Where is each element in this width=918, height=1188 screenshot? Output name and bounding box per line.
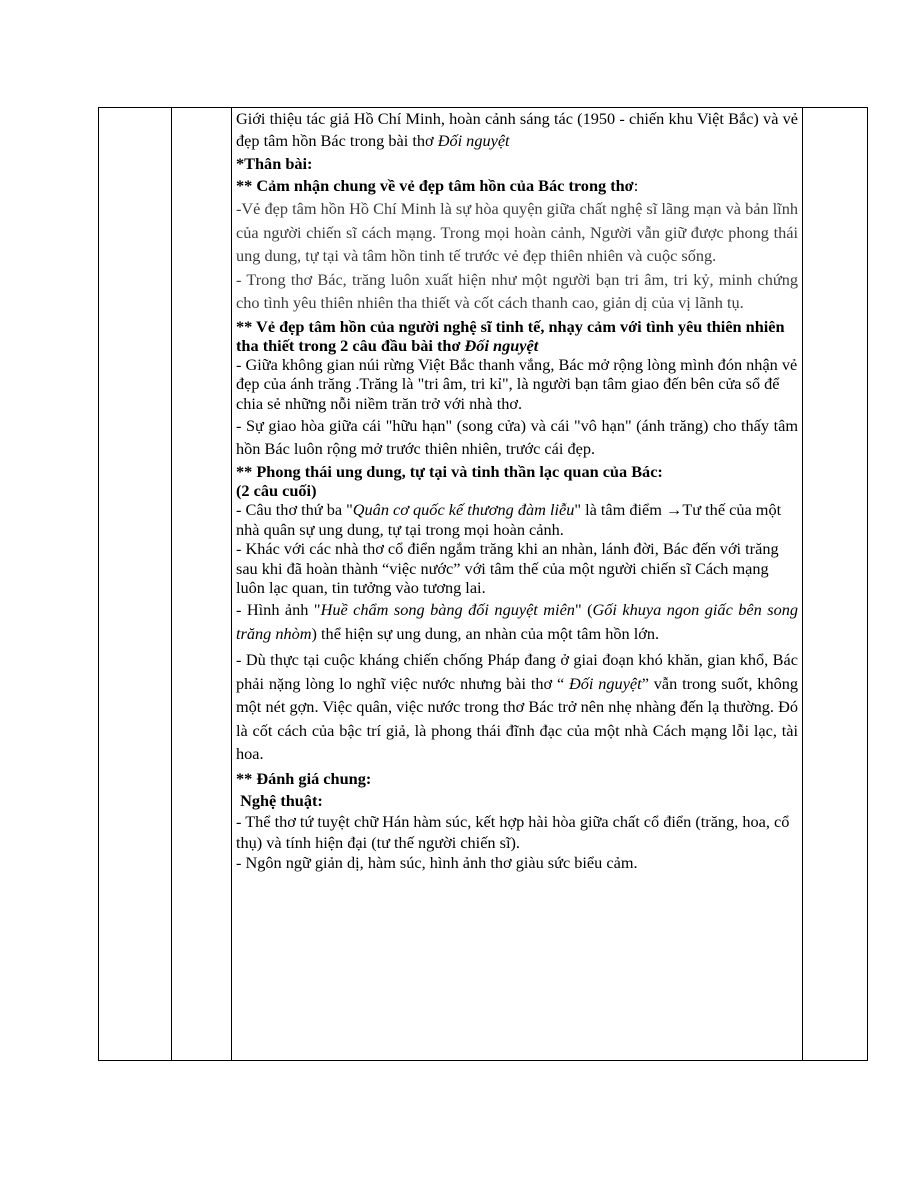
- column-divider-1: [171, 108, 172, 1060]
- section3-paragraph-4: - Dù thực tại cuộc kháng chiến chống Pháp đang ở giai đoạn khó khăn, gian khổ, Bác phải nặng lòng lo nghĩ việc nước nhưng bài thơ “ Đối nguyệt” vẫn trong suốt, không một nét gợn. Việc quân, việc nước trong thơ Bác trở nên nhẹ nhàng đến lạ thường. Đó là cốt cách của bậc trí giả, là phong thái đĩnh đạc của một nhà Cách mạng lỗi lạc, tài hoa.: [236, 650, 799, 764]
- section3-paragraph-2: - Khác với các nhà thơ cổ điển ngắm trăng khi an nhàn, lánh đời, Bác đến với trăng sau khi đã hoàn thành “việc nước” với tâm thế của một người chiến sĩ Cách mạng luôn lạc quan, tin tưởng vào tương lai.: [236, 539, 779, 598]
- arrow-icon: →: [666, 500, 683, 520]
- section4-heading: ** Đánh giá chung:: [236, 768, 372, 788]
- section3-paragraph-1: - Câu thơ thứ ba "Quân cơ quốc kế thương đàm liễu" là tâm điểm →Tư thế của một nhà quân sự ung dung, tự tại trong mọi hoàn cảnh.: [236, 500, 782, 539]
- section3-heading: ** Phong thái ung dung, tự tại và tinh thần lạc quan của Bác: (2 câu cuối): [236, 462, 663, 501]
- section1-paragraph-1: -Vẻ đẹp tâm hồn Hồ Chí Minh là sự hòa quyện giữa chất nghệ sĩ lãng mạn và bản lĩnh của người chiến sĩ cách mạng. Trong mọi hoàn cảnh, Người vẫn giữ được phong thái ung dung, tự tại và tâm hồn tinh tế trước vẻ đẹp thiên nhiên và cuộc sống.: [236, 199, 798, 266]
- section1-paragraph-2: - Trong thơ Bác, trăng luôn xuất hiện như một người bạn tri âm, tri kỷ, minh chứng cho tình yêu thiên nhiên tha thiết và cốt cách thanh cao, giản dị của vị lãnh tụ.: [236, 269, 798, 313]
- section4-subheading: Nghệ thuật:: [236, 790, 323, 810]
- than-bai-heading: *Thân bài:: [236, 153, 313, 173]
- column-divider-2: [231, 108, 232, 1060]
- section3-paragraph-3: - Hình ảnh "Huề chẩm song bàng đối nguyệt miên" (Gối khuya ngon giấc bên song trăng nhòm) thể hiện sự ung dung, an nhàn của một tâm hồn lớn.: [236, 600, 799, 643]
- section2-paragraph-2: - Sự giao hòa giữa cái "hữu hạn" (song cửa) và cái "vô hạn" (ánh trăng) cho thấy tâm hồn Bác luôn rộng mở trước thiên nhiên, trước cái đẹp.: [236, 416, 798, 458]
- section2-paragraph-1: - Giữa không gian núi rừng Việt Bắc thanh vắng, Bác mở rộng lòng mình đón nhận vẻ đẹp của ánh trăng .Trăng là "tri âm, tri kỉ", là người bạn tâm giao đến bên cửa sổ để chia sẻ những nỗi niềm trăn trở với nhà thơ.: [236, 354, 798, 413]
- intro-paragraph: Giới thiệu tác giả Hồ Chí Minh, hoàn cảnh sáng tác (1950 - chiến khu Việt Bắc) và vẻ đẹp tâm hồn Bác trong bài thơ Đối nguyệt: [236, 109, 798, 151]
- column-divider-3: [802, 108, 803, 1060]
- section2-heading: ** Vẻ đẹp tâm hồn của người nghệ sĩ tinh tế, nhạy cảm với tình yêu thiên nhiên tha thiết trong 2 câu đầu bài thơ Đối nguyệt: [236, 316, 785, 355]
- section1-heading: ** Cảm nhận chung về vẻ đẹp tâm hồn của Bác trong thơ:: [236, 175, 639, 195]
- section4-paragraph-1: - Thể thơ tứ tuyệt chữ Hán hàm súc, kết hợp hài hòa giữa chất cổ điển (trăng, hoa, cổ thụ) và tính hiện đại (tư thế người chiến sĩ).: [236, 812, 790, 852]
- section4-paragraph-2: - Ngôn ngữ giản dị, hàm súc, hình ảnh thơ giàu sức biểu cảm.: [236, 853, 638, 873]
- answer-content-cell: [236, 108, 798, 874]
